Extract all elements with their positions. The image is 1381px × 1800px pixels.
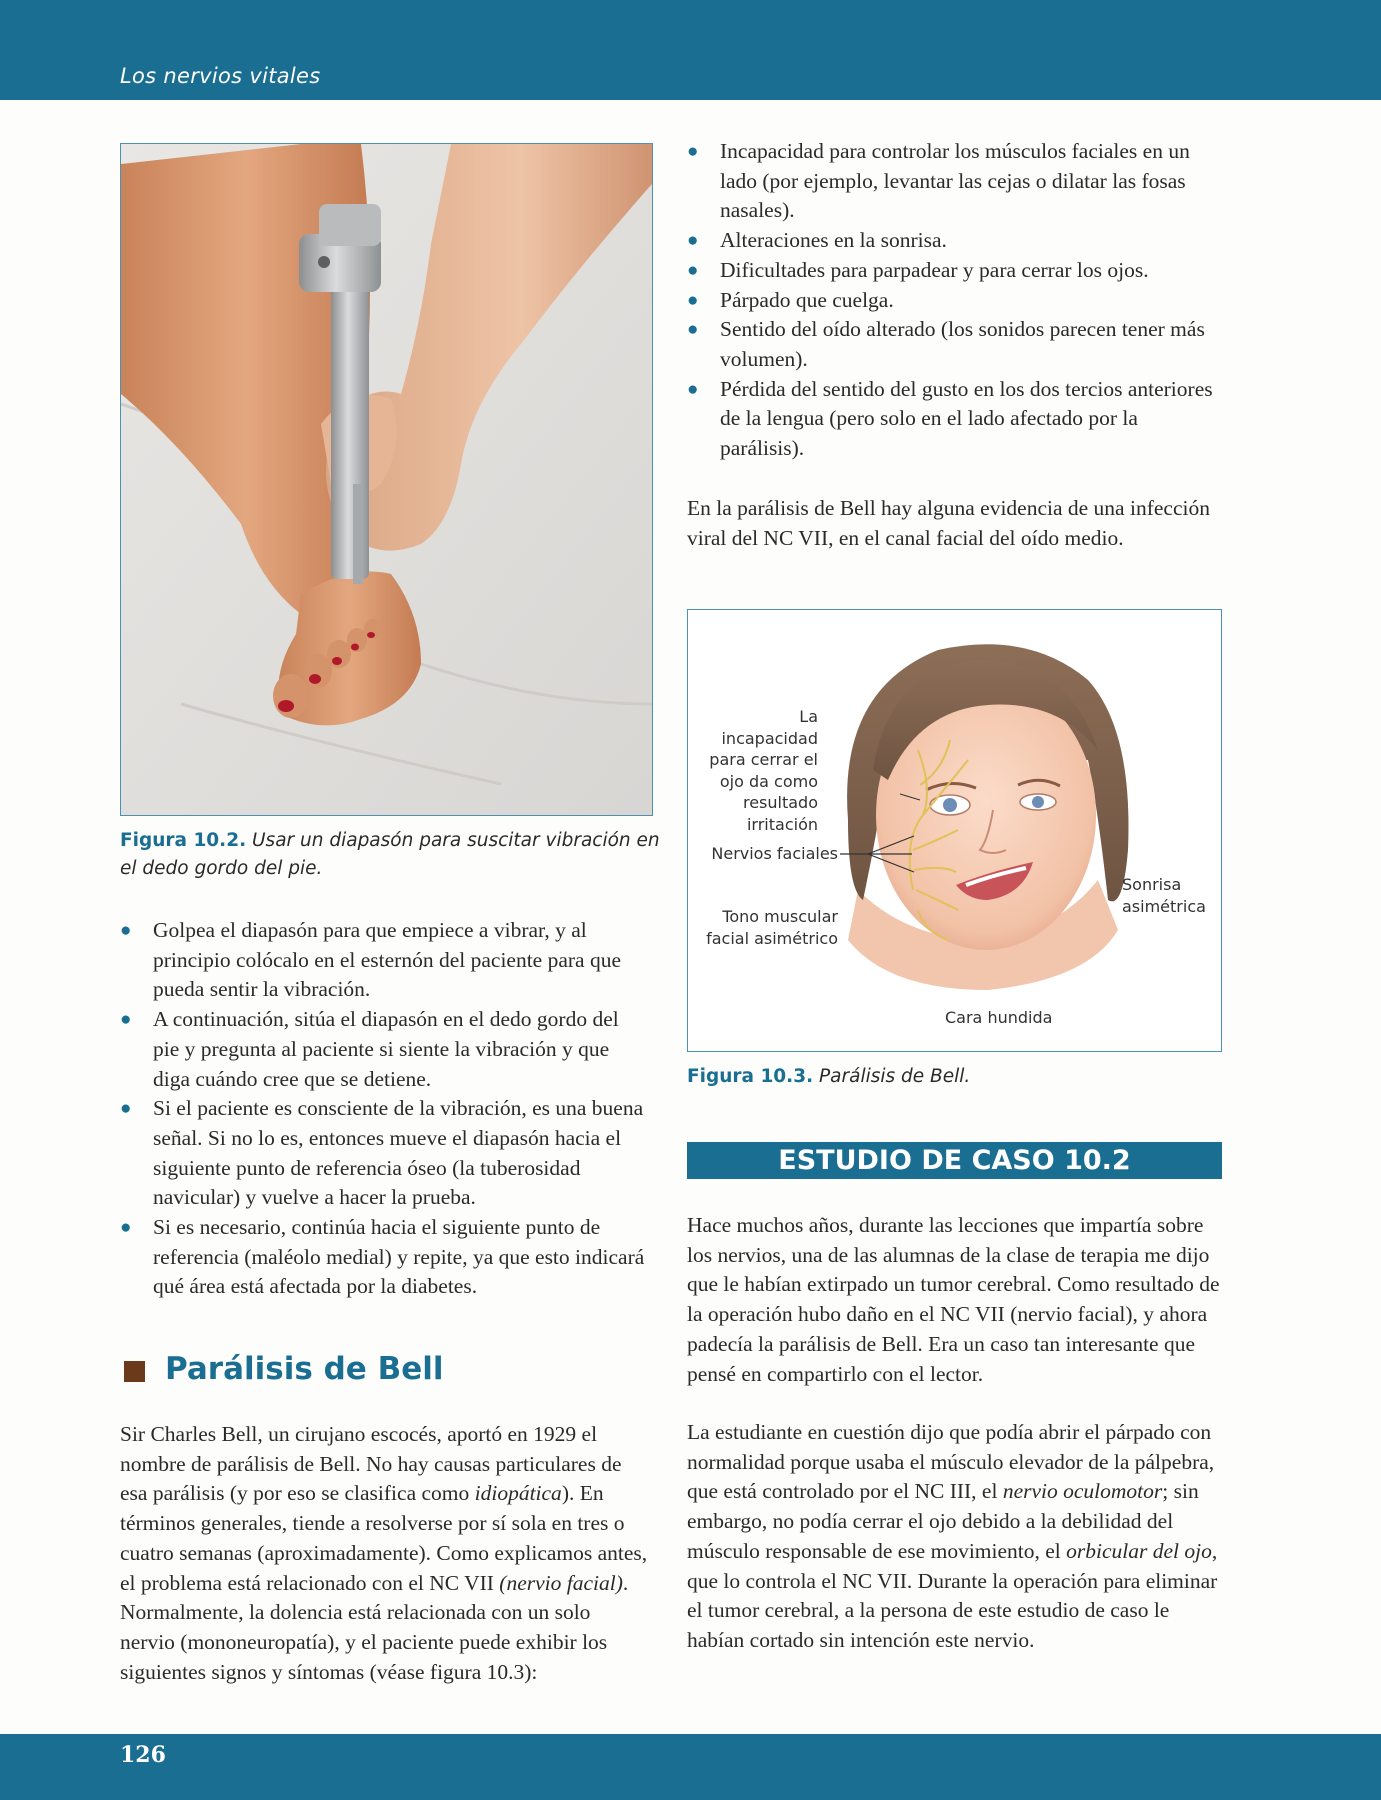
section-title: Parálisis de Bell [165,1351,444,1387]
italic-term: orbicular del ojo [1066,1538,1212,1563]
list-item [687,315,1224,374]
case-study-paragraph-2 [687,1418,1224,1656]
figure-label: Figura 10.2. [120,830,247,851]
list-item [120,916,650,1005]
list-item [120,1005,650,1094]
list-item-text: Si es necesario, continúa hacia el siguiente punto de referencia (maléolo medial) y repite, ya que esto indicará qué área está afectada por la diabetes. [153,1215,645,1299]
list-item-text: Sentido del oído alterado (los sonidos parecen tener más volumen). [720,317,1205,371]
list-item-text: Párpado que cuelga. [720,287,894,312]
list-item [120,1094,650,1213]
symptom-list [687,137,1224,464]
paragraph-text: ; sin embargo, no podía cerrar el ojo debido a la debilidad del músculo responsable de ese movimiento, el [687,1479,1199,1563]
bullet-icon: ● [687,230,699,252]
bullet-icon: ● [120,1098,132,1120]
figure-label: Figura 10.3. [687,1066,814,1087]
figure-10-2-caption [120,827,660,883]
running-title: Los nervios vitales [120,64,321,88]
list-item [120,1213,650,1302]
annotation-nerves: Nervios faciales [711,844,838,863]
annotation-eye: La incapacidad para cerrar el ojo da como resultado irritación [709,707,818,834]
list-item-text: Pérdida del sentido del gusto en los dos tercios anteriores de la lengua (pero solo en el lado afectado por la parálisis). [720,376,1213,461]
bell-palsy-illustration [687,609,1222,1052]
figure-caption-text: Parálisis de Bell. [819,1066,971,1087]
bullet-icon: ● [687,378,699,400]
italic-term: (nervio facial) [499,1570,623,1595]
italic-term: idiopática [474,1481,562,1506]
annotation-sunken: Cara hundida [945,1008,1053,1027]
list-item [687,286,1224,316]
case-study-paragraph-1: Hace muchos años, durante las lecciones que impartía sobre los nervios, una de las alumnas de la clase de terapia me dijo que le habían extirpado un tumor cerebral. Como resultado de la operación hubo daño en el NC VII (nervio facial), y ahora padecía la parálisis de Bell. Era un caso tan interesante que pensé en compartirlo con el lector. [687,1213,1220,1386]
tuning-fork-photo [120,143,653,816]
paragraph-text: , que lo controla el NC VII. Durante la operación para eliminar el tumor cerebral, a la persona de este estudio de caso le habían cortado sin intención este nervio. [687,1538,1218,1652]
list-item [687,226,1224,256]
list-item-text: Golpea el diapasón para que empiece a vibrar, y al principio colócalo en el esternón del paciente para que pueda sentir la vibración. [153,918,622,1002]
list-item-text: Dificultades para parpadear y para cerrar los ojos. [720,257,1149,282]
paragraph-text: La estudiante en cuestión dijo que podía abrir el párpado con normalidad porque usaba el músculo elevador de la pálpebra, que está controlado por el NC III, el [687,1420,1215,1504]
list-item-text: Si el paciente es consciente de la vibración, es una buena señal. Si no lo es, entonces mueve el diapasón hacia el siguiente punto de referencia óseo (la tuberosidad navicular) y vuelve a hacer la prueba. [153,1096,644,1210]
bullet-icon: ● [120,1217,132,1239]
page-number: 126 [120,1742,166,1768]
viral-paragraph: En la parálisis de Bell hay alguna evidencia de una infección viral del NC VII, en el canal facial del oído medio. [687,496,1210,550]
bullet-icon: ● [687,289,699,311]
bullet-icon: ● [687,319,699,341]
figure-10-3-caption [687,1063,1227,1091]
tuning-fork-steps [120,916,650,1302]
list-item [687,137,1224,226]
list-item-text: A continuación, sitúa el diapasón en el dedo gordo del pie y pregunta al paciente si siente la vibración y que diga cuándo cree que se detiene. [153,1007,619,1091]
paragraph-text: . Normalmente, la dolencia está relacionada con un solo nervio (mononeuropatía), y el paciente puede exhibir los siguientes signos y síntomas (véase figura 10.3): [120,1570,629,1684]
list-item-text: Alteraciones en la sonrisa. [720,228,947,253]
list-item [687,375,1224,464]
paragraph-text: Sir Charles Bell, un cirujano escocés, aportó en 1929 el nombre de parálisis de Bell. No hay causas particulares de esa parálisis (y por eso se clasifica como [120,1422,622,1506]
list-item [687,256,1224,286]
bell-paragraph [120,1420,650,1687]
bullet-icon: ● [120,920,132,941]
annotation-smile: Sonrisa asimétrica [1122,875,1206,916]
bullet-icon: ● [687,259,699,281]
bullet-icon: ● [120,1009,132,1031]
heading-square-icon [124,1361,145,1382]
annotation-tone: Tono muscular facial asimétrico [706,907,838,948]
bullet-icon: ● [687,141,699,162]
section-heading [120,1351,660,1395]
figure-caption-text: Usar un diapasón para suscitar vibración en el dedo gordo del pie. [120,830,660,879]
paragraph-text: ). En términos generales, tiende a resolverse por sí sola en tres o cuatro semanas (aproximadamente). Como explicamos antes, el problema está relacionado con el NC VII [120,1481,648,1595]
italic-term: nervio oculomotor [1002,1479,1163,1504]
case-study-banner: ESTUDIO DE CASO 10.2 [687,1142,1222,1179]
footer-bar [0,1734,1381,1800]
list-item-text: Incapacidad para controlar los músculos faciales en un lado (por ejemplo, levantar las cejas o dilatar las fosas nasales). [720,139,1190,223]
